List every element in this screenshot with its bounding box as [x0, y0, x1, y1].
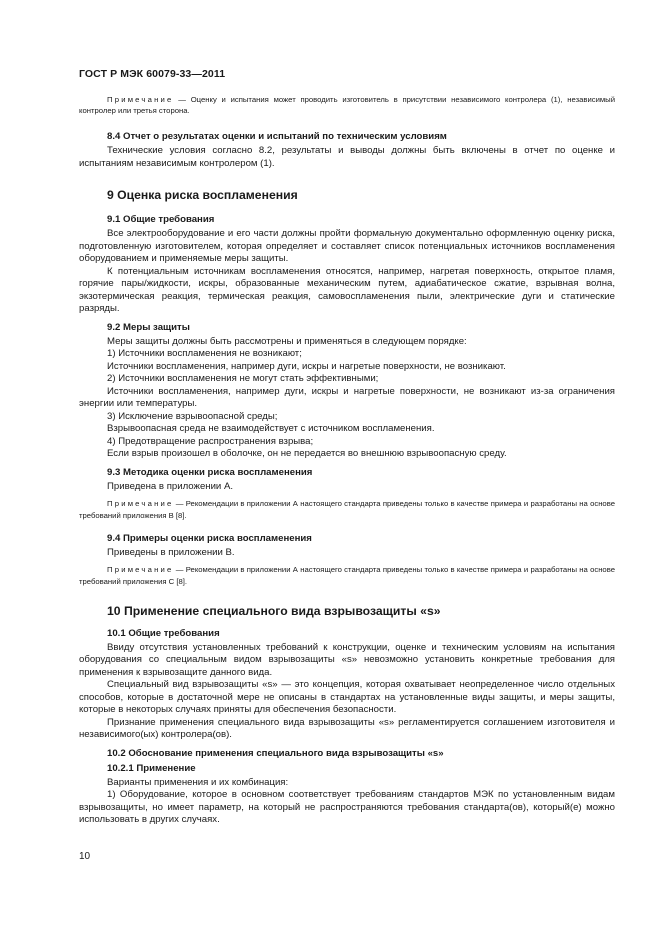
note-label: Примечание	[107, 95, 174, 104]
page-number: 10	[79, 851, 91, 862]
list-item-text: Взрывоопасная среда не взаимодействует с источником воспламенения.	[107, 423, 435, 435]
section-8-4-heading: 8.4 Отчет о результатах оценки и испытаний по техническим условиям	[107, 131, 447, 143]
note-label: Примечание	[107, 499, 174, 509]
section-10-2-heading: 10.2 Обоснование применения специального вида взрывозащиты «s»	[107, 747, 444, 759]
section-9-1-heading: 9.1 Общие требования	[107, 214, 215, 226]
note-2	[79, 498, 615, 520]
document-header: ГОСТ Р МЭК 60079-33—2011	[79, 68, 226, 80]
list-item: 3) Исключение взрывоопасной среды;	[107, 410, 278, 422]
paragraph: 1) Оборудование, которое в основном соответствует требованиям стандартов МЭК по установленным видам взрывозащиты, но имеет параметр, на который не распространяются требования стандарта(ов), который(е) можно использовать в других случаях.	[79, 789, 615, 826]
paragraph: Варианты применения и их комбинация:	[107, 776, 289, 788]
paragraph: Ввиду отсутствия установленных требований к конструкции, оценке и техническим условиям на испытания оборудования со специальным видом взрывозащиты «s» невозможно установить конкретные требования для применения к взрывозащите данного вида.	[79, 641, 615, 678]
paragraph: Меры защиты должны быть рассмотрены и применяться в следующем порядке:	[107, 335, 467, 347]
note-text: Оценку и испытания может проводить изготовитель в присутствии независимого контролера (1), независимый контролер или третья сторона.	[79, 95, 615, 116]
section-9-4-heading: 9.4 Примеры оценки риска воспламенения	[107, 532, 312, 544]
note-text: Рекомендации в приложении А настоящего стандарта приведены только в качестве примера и разработаны на основе требований приложения С [8].	[79, 565, 615, 586]
paragraph: К потенциальным источникам воспламенения относятся, например, нагретая поверхность, открытое пламя, горячие пары/жидкости, искры, образованные механическим путем, адиабатическое сжатие, взрывная волна, экзотермическая реакция, термическая реакция, самовоспламенения пыли, электрические дуги и статические разряды.	[79, 265, 615, 315]
list-item: 2) Источники воспламенения не могут стать эффективными;	[107, 373, 379, 385]
paragraph: Специальный вид взрывозащиты «s» — это концепция, которая охватывает неопределенное число отдельных способов, которые в достаточной мере не описаны в стандартах на установленные виды защиты, и меры защиты, которые в некоторых случаях приняты для обеспечения безопасности.	[79, 679, 615, 716]
section-9-heading: 9 Оценка риска воспламенения	[107, 188, 298, 203]
note-dash: —	[173, 95, 191, 104]
section-10-heading: 10 Применение специального вида взрывозащиты «s»	[107, 603, 441, 618]
section-9-2-heading: 9.2 Меры защиты	[107, 321, 190, 333]
note-3	[79, 564, 615, 586]
list-item-text: Если взрыв произошел в оболочке, он не передается во внешнюю взрывоопасную среду.	[107, 448, 507, 460]
list-item-text: Источники воспламенения, например дуги, искры и нагретые поверхности, не возникают из-за ограничения энергии или температуры.	[79, 385, 615, 410]
note-text: Рекомендации в приложении А настоящего стандарта приведены только в качестве примера и разработаны на основе требований приложения В [8].	[79, 499, 615, 520]
list-item-text: Источники воспламенения, например дуги, искры и нагретые поверхности, не возникают.	[107, 360, 506, 372]
page-content	[79, 94, 615, 827]
list-item: 1) Источники воспламенения не возникают;	[107, 348, 302, 360]
paragraph: Признание применения специального вида взрывозащиты «s» регламентируется соглашением изготовителя и независимого(ых) контролера(ов).	[79, 716, 615, 741]
note-dash: —	[173, 565, 186, 575]
paragraph: Приведена в приложении А.	[107, 480, 234, 492]
paragraph: Приведены в приложении В.	[107, 546, 235, 558]
section-9-3-heading: 9.3 Методика оценки риска воспламенения	[107, 466, 313, 478]
note-1	[79, 94, 615, 116]
section-10-2-1-heading: 10.2.1 Применение	[107, 762, 196, 774]
section-10-1-heading: 10.1 Общие требования	[107, 627, 220, 639]
list-item: 4) Предотвращение распространения взрыва;	[107, 435, 314, 447]
paragraph: Все электрооборудование и его части должны пройти формальную документально оформленную оценку риска, подготовленную изготовителем, которая определяет и составляет список потенциальных источников воспламенения оборудованием и применяемые меры защиты.	[79, 228, 615, 265]
section-8-4-text: Технические условия согласно 8.2, результаты и выводы должны быть включены в отчет по оценке и испытаниям независимым контролером (1).	[79, 145, 615, 169]
note-label: Примечание	[107, 565, 174, 575]
note-dash: —	[173, 499, 186, 509]
